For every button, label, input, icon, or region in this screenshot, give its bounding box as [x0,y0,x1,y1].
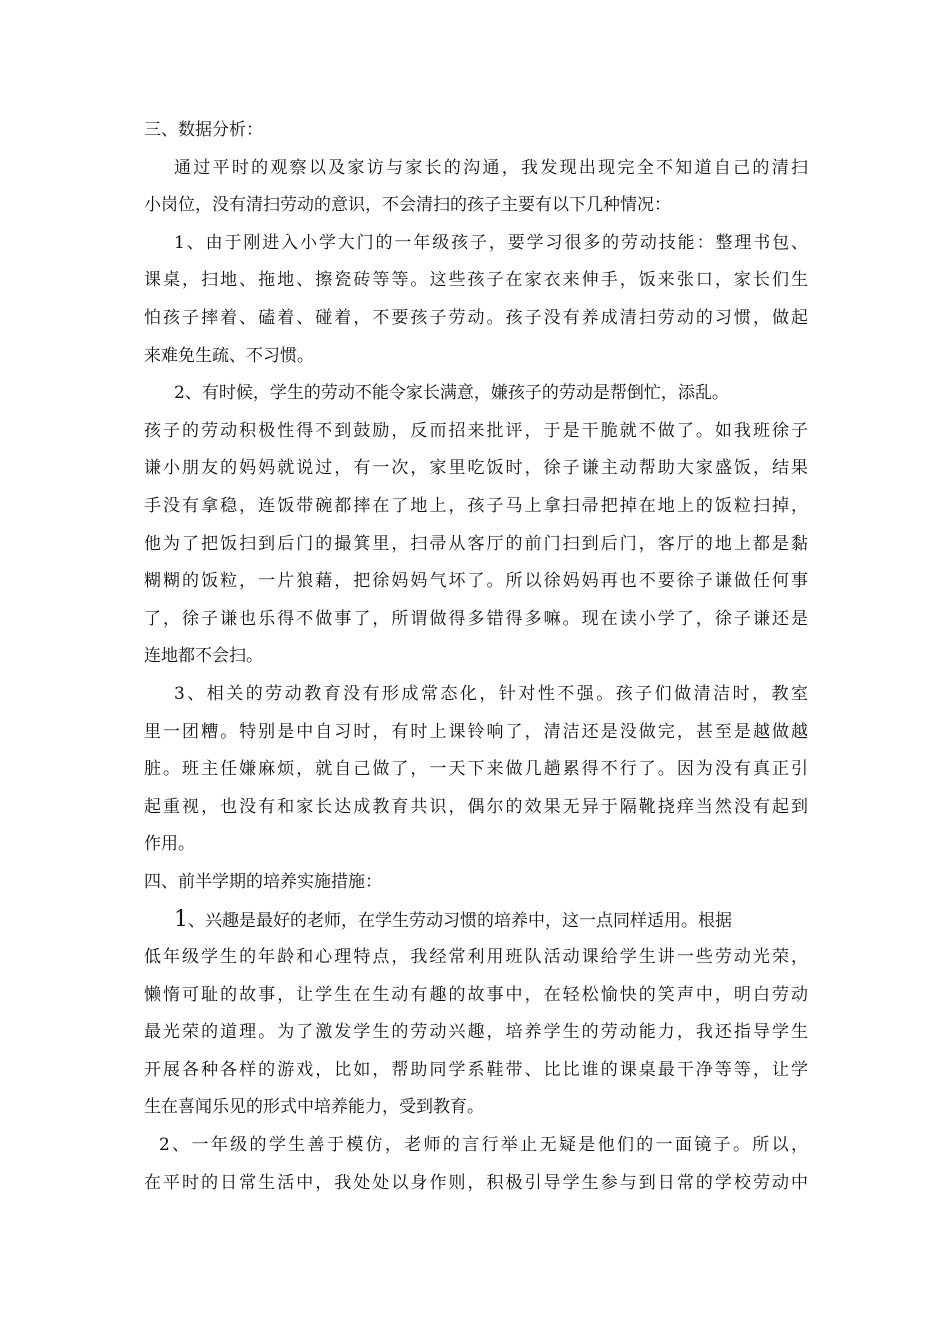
paragraph-reason-2 [144,375,808,676]
text-line: 怕孩子摔着、磕着、碰着，不要孩子劳动。孩子没有养成清扫劳动的习惯，做起 [144,307,808,328]
text-line: 他为了把饭扫到后门的撮箕里，扫帚从客厅的前门扫到后门，客厅的地上都是黏 [144,533,808,554]
text-line: 最光荣的道理。为了激发学生的劳动兴趣，培养学生的劳动能力，我还指导学生 [144,1022,808,1043]
text-line: 孩子的劳动积极性得不到鼓励，反而招来批评，于是干脆就不做了。如我班徐子 [144,420,808,441]
text-line: 手没有拿稳，连饭带碗都摔在了地上，孩子马上拿扫帚把掉在地上的饭粒扫掉， [144,495,808,516]
text-line: 连地都不会扫。 [144,646,263,667]
text-line: 里一团糟。特别是中自习时，有时上课铃响了，清洁还是没做完，甚至是越做越 [144,721,808,742]
text-line: 了，徐子谦也乐得不做事了，所谓做得多错得多嘛。现在读小学了，徐子谦还是 [144,608,808,629]
text-line: 2、有时候，学生的劳动不能令家长满意，嫌孩子的劳动是帮倒忙，添乱。 [174,383,729,404]
text-line: 在平时的日常生活中，我处处以身作则，积极引导学生参与到日常的学校劳动中 [144,1172,808,1193]
text-line: 起重视，也没有和家长达成教育共识，偶尔的效果无异于隔靴挠痒当然没有起到 [144,796,808,817]
text-line: 来难免生疏、不习惯。 [144,345,314,366]
text-line-first [144,901,808,939]
paragraph-measure-1 [144,901,808,1127]
text-line: 1、由于刚进入小学大门的一年级孩子，要学习很多的劳动技能：整理书包、 [174,232,808,253]
text-line: 脏。班主任嫌麻烦，就自己做了，一天下来做几趟累得不行了。因为没有真正引 [144,759,808,780]
text-line: 开展各种各样的游戏，比如，帮助同学系鞋带、比比谁的课桌最干净等等，让学 [144,1059,808,1080]
text-line: 糊糊的饭粒，一片狼藉，把徐妈妈气坏了。所以徐妈妈再也不要徐子谦做任何事 [144,571,808,592]
text-line: 懒惰可耻的故事，让学生在生动有趣的故事中，在轻松愉快的笑声中，明白劳动 [144,984,808,1005]
text-line: 低年级学生的年龄和心理特点，我经常利用班队活动课给学生讲一些劳动光荣， [144,947,808,968]
text-line: 3、相关的劳动教育没有形成常态化，针对性不强。孩子们做清洁时，教室 [174,683,808,704]
text-line: 通过平时的观察以及家访与家长的沟通，我发现出现完全不知道自己的清扫 [174,157,808,178]
list-number: 1 [174,907,188,933]
text-line: 课桌，扫地、拖地、擦瓷砖等等。这些孩子在家衣来伸手，饭来张口，家长们生 [144,270,808,291]
section-heading-measures: 四、前半学期的培养实施措施： [144,871,382,892]
paragraph-intro [144,150,808,225]
text-line: 、兴趣是最好的老师，在学生劳动习惯的培养中，这一点同样适用。根据 [188,911,732,932]
text-line: 小岗位，没有清扫劳动的意识，不会清扫的孩子主要有以下几种情况： [144,195,671,216]
document-body [144,112,808,1202]
text-line: 2、一年级的学生善于模仿，老师的言行举止无疑是他们的一面镜子。所以， [159,1135,808,1156]
section-heading-data-analysis: 三、数据分析： [144,120,263,140]
text-line: 谦小朋友的妈妈就说过，有一次，家里吃饭时，徐子谦主动帮助大家盛饭，结果 [144,458,808,479]
paragraph-reason-1 [144,225,808,375]
paragraph-measure-2 [144,1127,808,1202]
text-line: 生在喜闻乐见的形式中培养能力，受到教育。 [144,1097,484,1118]
text-line: 作用。 [144,834,195,855]
paragraph-reason-3 [144,676,808,864]
